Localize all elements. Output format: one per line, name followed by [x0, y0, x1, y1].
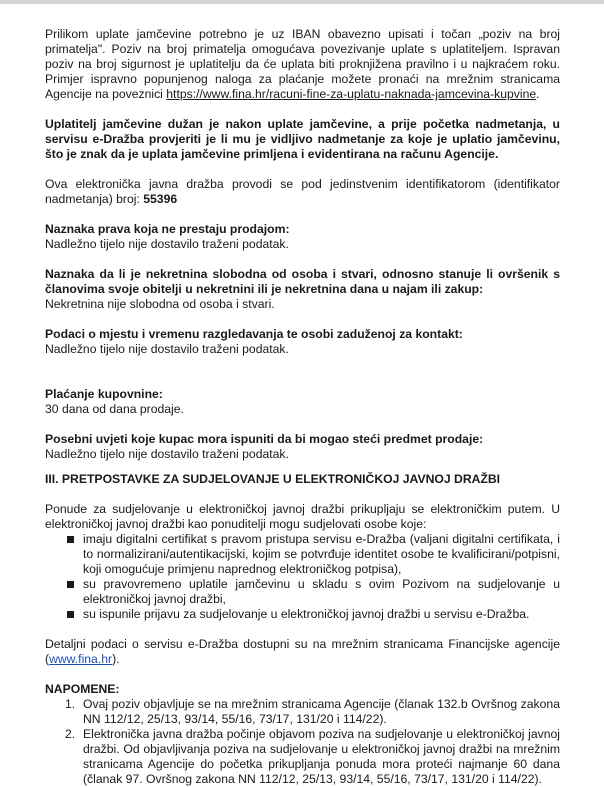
- section-body: Nadležno tijelo nije dostavilo traženi podatak.: [45, 342, 289, 356]
- square-bullet-icon: [67, 611, 74, 618]
- details-paragraph: Detaljni podaci o servisu e-Dražba dostupni su na mrežnim stranicama Financijske agencije (www.fina.hr).: [45, 637, 560, 666]
- top-border: [0, 0, 604, 4]
- fina-payment-link[interactable]: https://www.fina.hr/racuni-fine-za-uplatu-naknada-jamcevina-kupvine: [166, 87, 537, 101]
- section-body: Nadležno tijelo nije dostavilo traženi podatak.: [45, 237, 289, 251]
- square-bullet-icon: [67, 581, 74, 588]
- section-title: Posebni uvjeti koje kupac mora ispuniti da bi mogao steći predmet prodaje:: [45, 432, 484, 446]
- section-body: 30 dana od dana prodaje.: [45, 402, 184, 416]
- section-title: Naznaka prava koja ne prestaju prodajom:: [45, 222, 290, 236]
- list-item: 1. Ovaj poziv objavljuje se na mrežnim stranicama Agencije (članak 132.b Ovršnog zakona NN 112/12, 25/13, 93/14, 55/16, 73/17, 131/20 i 114/22).: [65, 697, 560, 726]
- payment-reference-paragraph: Prilikom uplate jamčevine potrebno je uz IBAN obavezno upisati i točan „poziv na broj primatelja". Poziv na broj primatelja omogućava povezivanje uplate s uplatiteljem. Ispravan poziv na broj sigurnost je uplatitelju da će uplata biti proknjižena pravilno i u najkraćem roku. Primjer ispravno popunjenog naloga za plaćanje možete pronaći na mrežnim stranicama Agencije na poveznici https://www.fina.hr/racuni-fine-za-uplatu-naknada-jamcevina-kupvine.: [45, 27, 560, 101]
- section-title: Podaci o mjestu i vremenu razgledavanja te osobi zaduženoj za kontakt:: [45, 327, 463, 341]
- section-occupancy: [45, 267, 560, 312]
- section-special-conditions: [45, 432, 560, 462]
- section-viewing: [45, 327, 560, 357]
- notes-heading: NAPOMENE:: [45, 682, 120, 696]
- document-page: [45, 27, 560, 787]
- list-item: su pravovremeno uplatile jamčevinu u skladu s ovim Pozivom na sudjelovanje u elektroničkoj javnoj dražbi,: [45, 577, 560, 607]
- section-title: Naznaka da li je nekretnina slobodna od osoba i stvari, odnosno stanuje li ovršenik s članovima svoje obitelji u nekretnini ili je nekretnina dana u najam ili zakup:: [45, 267, 560, 296]
- section-rights: [45, 222, 560, 252]
- requirements-list: [45, 532, 560, 622]
- section-body: Nekretnina nije slobodna od osoba i stvari.: [45, 297, 275, 311]
- section-3-intro: Ponude za sudjelovanje u elektroničkoj javnoj dražbi prikupljaju se elektroničkim putem. U elektroničkoj javnoj dražbi kao ponuditelji mogu sudjelovati osobe koje:: [45, 502, 560, 531]
- list-item: 2. Elektronička javna dražba počinje objavom poziva na sudjelovanje u elektroničkoj javnoj dražbi. Od objavljivanja poziva na sudjelovanje u elektroničkoj javnoj dražbi na mrežnim stranicama Agencije do početka prikupljanja ponuda mora proteći najmanje 60 dana (članak 97. Ovršnog zakona NN 112/12, 25/13, 93/14, 55/16, 73/17, 131/20 i 114/22).: [65, 727, 560, 786]
- section-title: Plaćanje kupovnine:: [45, 387, 163, 401]
- square-bullet-icon: [67, 536, 74, 543]
- section-payment: [45, 387, 560, 417]
- notes-list: [45, 697, 560, 787]
- fina-website-link[interactable]: www.fina.hr: [49, 652, 113, 666]
- list-item: su ispunile prijavu za sudjelovanje u elektroničkoj javnoj dražbi u servisu e-Dražba.: [45, 607, 560, 622]
- section-body: Nadležno tijelo nije dostavilo traženi podatak.: [45, 447, 289, 461]
- auction-id: 55396: [143, 192, 178, 206]
- payer-notice-paragraph: Uplatitelj jamčevine dužan je nakon uplate jamčevine, a prije početka nadmetanja, u servisu e-Dražba provjeriti je li mu je vidljivo nadmetanje za koje je uplatio jamčevinu, što je znak da je uplata jamčevine primljena i evidentirana na računu Agencije.: [45, 117, 560, 161]
- section-3-heading: III. PRETPOSTAVKE ZA SUDJELOVANJE U ELEKTRONIČKOJ JAVNOJ DRAŽBI: [45, 472, 501, 486]
- list-item: imaju digitalni certifikat s pravom pristupa servisu e-Dražba (valjani digitalni certifikata, i to normalizirani/autentikacijski, kojim se potvrđuje identitet osobe te kvalificirani/potpisni, koji omogućuje primjenu naprednog elektroničkog potpisa),: [45, 532, 560, 577]
- auction-identifier-paragraph: Ova elektronička javna dražba provodi se pod jedinstvenim identifikatorom (identifikator nadmetanja) broj: 55396: [45, 177, 560, 206]
